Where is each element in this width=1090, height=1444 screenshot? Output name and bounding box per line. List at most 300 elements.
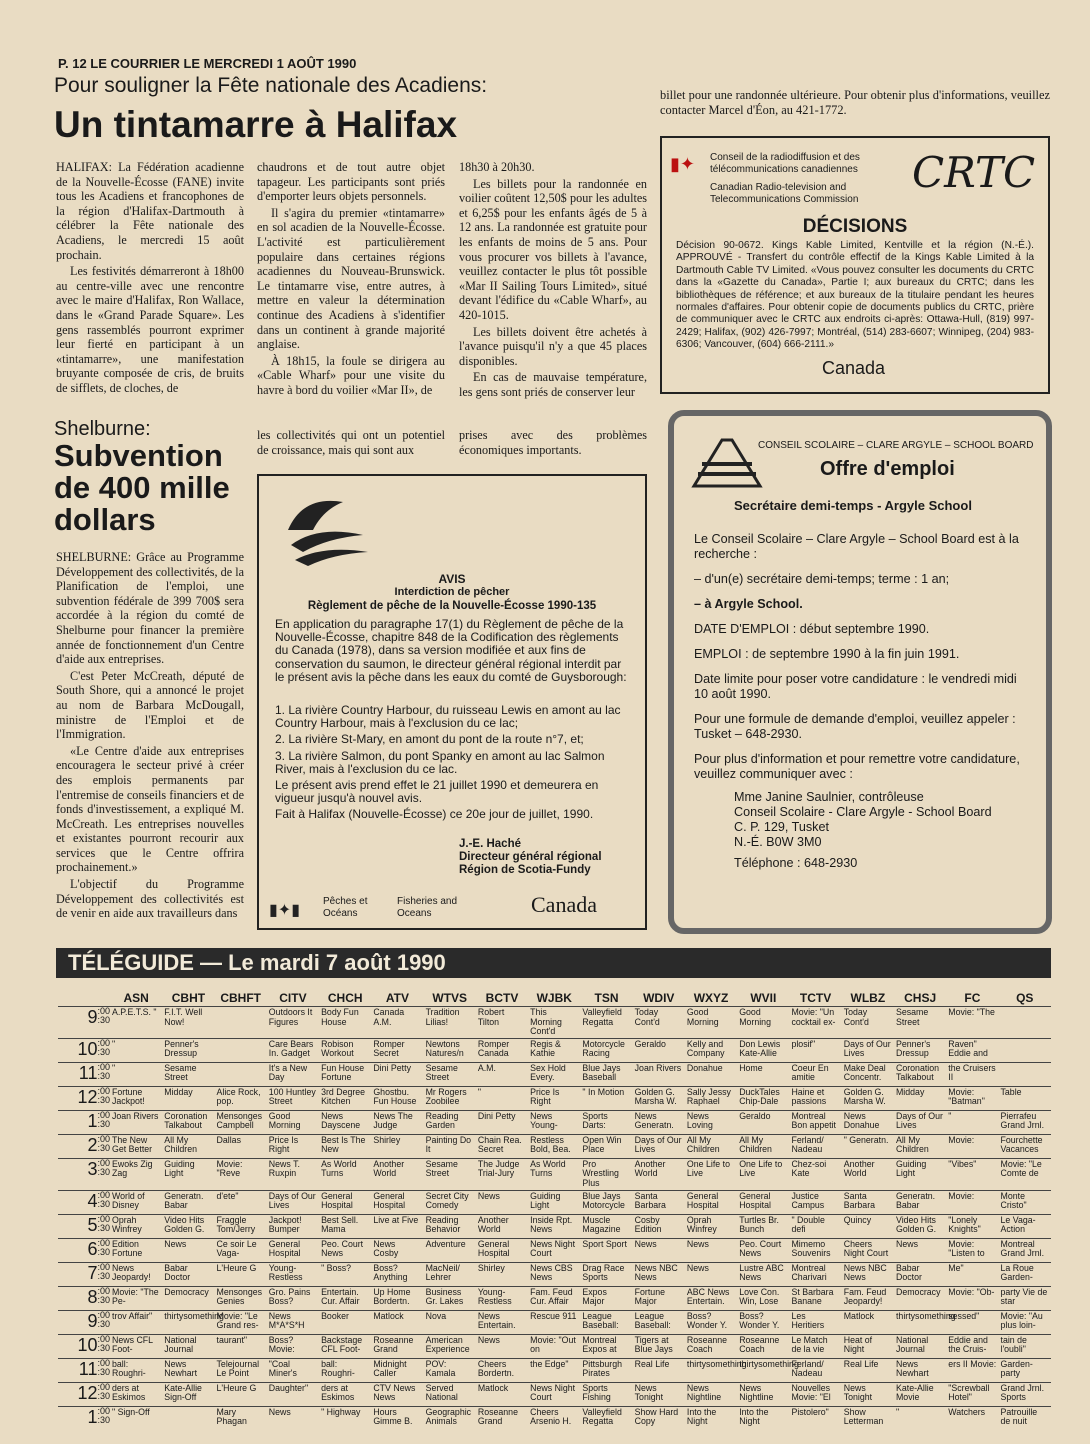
program-cell: Into the Night xyxy=(737,1406,789,1430)
program-cell: Entertain. Cur. Affair xyxy=(319,1286,371,1310)
program-cell: News Entertain. xyxy=(476,1310,528,1334)
program-cell: Sport Sport xyxy=(580,1238,632,1262)
article1-col1-p1: HALIFAX: La Fédération acadienne de la Nouvelle-Écosse (FANE) invite tous les Acadiens et francophones de la région d'Halifax-Dartmouth à célébrer la Fête nationale des Acadiens, le mercredi 15 août prochain. xyxy=(56,160,244,262)
program-cell: The Judge Trial-Jury xyxy=(476,1158,528,1190)
program-cell: Midnight Caller xyxy=(371,1358,423,1382)
program-cell: Good Morning xyxy=(267,1110,319,1134)
table-row xyxy=(58,1358,1051,1382)
avis-signer-name: J.-E. Haché xyxy=(459,838,521,850)
program-cell: News Tonight xyxy=(633,1382,685,1406)
program-cell: Democracy xyxy=(894,1286,946,1310)
program-cell xyxy=(215,1038,267,1062)
program-cell: POV: Kamala xyxy=(424,1358,476,1382)
program-cell: A.P.E.T.S. " xyxy=(110,1007,162,1039)
table-row xyxy=(58,1334,1051,1358)
article2-col1-p3: «Le Centre d'aide aux entreprises encouragera le secteur privé à créer des emplois permanents par l'entremise de conseils financiers et de fonds d'investissement, a expliqué M. McCreath. Les entreprises nouvelles et existantes pourront recourir aux services que le Centre offrira prochainement.» xyxy=(56,743,244,875)
table-row xyxy=(58,1134,1051,1158)
program-cell: Movie: "Listen to xyxy=(946,1238,998,1262)
table-row xyxy=(58,1110,1051,1134)
program-cell: "Lonely Knights" xyxy=(946,1214,998,1238)
program-cell: thirtysomething xyxy=(685,1358,737,1382)
program-cell: Adventure xyxy=(424,1238,476,1262)
program-cell: Democracy xyxy=(162,1286,214,1310)
program-cell: ders at Eskimos xyxy=(110,1382,162,1406)
program-cell: One Life to Live xyxy=(685,1158,737,1190)
program-cell: " Highway xyxy=(319,1406,371,1430)
job-offer-line: Pour plus d'information et pour remettre votre candidature, veuillez communiquer avec : xyxy=(694,752,1020,781)
program-cell: Patrouille de nuit xyxy=(999,1406,1051,1430)
program-cell: Movie: xyxy=(946,1190,998,1214)
table-row xyxy=(58,1238,1051,1262)
time-minutes: :00 :30 xyxy=(97,1006,110,1025)
channel-header: QS xyxy=(1016,991,1034,1005)
time-minutes: :00 :30 xyxy=(97,1237,110,1257)
program-cell: Canada A.M. xyxy=(371,1007,423,1039)
time-hour: 10 xyxy=(77,1334,98,1355)
program-cell xyxy=(215,1007,267,1039)
program-cell: Young- Restless xyxy=(267,1262,319,1286)
program-cell: News CFL Foot- xyxy=(110,1334,162,1358)
article1-col3-p3: Les billets doivent être achetés à l'avance puisqu'il n'y a que 45 places disponibles. xyxy=(459,324,647,368)
channel-header: ATV xyxy=(385,991,410,1005)
program-cell: News M*A*S*H xyxy=(267,1310,319,1334)
program-cell: " Double defi xyxy=(789,1214,841,1238)
program-cell: Outdoors It Figures xyxy=(267,1007,319,1039)
program-cell: News Loving xyxy=(685,1110,737,1134)
article1-col3-p1: 18h30 à 20h30. xyxy=(459,160,535,174)
program-cell: News xyxy=(685,1238,737,1262)
table-row xyxy=(58,1214,1051,1238)
program-cell: Movie: "Batman" xyxy=(946,1086,998,1110)
program-cell: Midday xyxy=(894,1086,946,1110)
program-cell: plosif" xyxy=(789,1038,841,1062)
program-cell: Edition Fortune xyxy=(110,1238,162,1262)
time-slot xyxy=(58,1086,110,1110)
time-slot xyxy=(58,1190,110,1214)
time-hour: 12 xyxy=(77,1086,98,1107)
program-cell: Business Gr. Lakes xyxy=(424,1286,476,1310)
time-hour: 4 xyxy=(87,1190,98,1211)
job-offer-subtitle: Secrétaire demi-temps - Argyle School xyxy=(734,498,972,513)
crtc-body: Décision 90-0672. Kings Kable Limited, Kentville et la région (N.-É.). APPROUVÉ - Transfert du contrôle effectif de la Kings Kable Limited à la Dartmouth Cable TV Limited. «Vous pouvez consulter les documents du CRTC dans la «Gazette du Canada», Partie I; aux bureaux du CRTC; dans les bibliothèques de référence; et aux bureaux de la titulaire pendant les heures normales d'affaires. Pour obtenir copie de documents publics du CRTC, prière de communiquer avec le CRTC aux endroits ci-après: Ottawa-Hull, (819) 997-2429; Halifax, (902) 426-7997; Montréal, (514) 283-6607; Winnipeg, (204) 983-6306; Vancouver, (604) 666-2111.» xyxy=(676,240,1034,351)
program-cell: Body Fun House xyxy=(319,1007,371,1039)
program-cell: " Boss? xyxy=(319,1262,371,1286)
time-slot xyxy=(58,1382,110,1406)
program-cell: Gro. Pains Boss? xyxy=(267,1286,319,1310)
program-cell: ABC News Entertain. xyxy=(685,1286,737,1310)
program-cell: Home xyxy=(737,1062,789,1086)
program-cell: Montreal Expos at xyxy=(580,1334,632,1358)
program-cell: CTV News News xyxy=(371,1382,423,1406)
channel-header: WTVS xyxy=(432,991,468,1005)
time-minutes: :00 :30 xyxy=(97,1133,110,1153)
time-minutes: :00 :30 xyxy=(97,1309,110,1329)
program-cell: This Morning Cont'd xyxy=(528,1007,580,1039)
program-cell: Chez-soi Kate xyxy=(789,1158,841,1190)
program-cell: Days of Our Lives xyxy=(267,1190,319,1214)
program-cell: tain de l'oubli" xyxy=(999,1334,1051,1358)
program-cell: Reading Garden xyxy=(424,1110,476,1134)
program-cell: News Dayscene xyxy=(319,1110,371,1134)
channel-header: WJBK xyxy=(536,991,572,1005)
program-cell: party Vie de star xyxy=(999,1286,1051,1310)
program-cell: Tradition Lilias! xyxy=(424,1007,476,1039)
program-cell: Another World xyxy=(371,1158,423,1190)
program-cell: Sex Hold Every. xyxy=(528,1062,580,1086)
program-cell: Coeur En amitie xyxy=(789,1062,841,1086)
program-cell: d'ete" xyxy=(215,1190,267,1214)
program-cell: Le Vaga- Action xyxy=(999,1214,1051,1238)
time-slot xyxy=(58,1406,110,1430)
program-cell: One Life to Live xyxy=(737,1158,789,1190)
program-cell: Don Lewis Kate-Allie xyxy=(737,1038,789,1062)
table-row xyxy=(58,1262,1051,1286)
program-cell: Blue Jays Baseball xyxy=(580,1062,632,1086)
program-cell: National Journal xyxy=(894,1334,946,1358)
time-hour: 9 xyxy=(87,1007,98,1027)
time-hour: 11 xyxy=(78,1062,98,1083)
program-cell: The New Get Better xyxy=(110,1134,162,1158)
fish-wave-logo-icon xyxy=(283,490,373,570)
avis-effect: Le présent avis prend effet le 21 juillet 1990 et demeurera en vigueur jusqu'à nouvel avis. xyxy=(275,778,599,806)
program-cell: Today Cont'd xyxy=(633,1007,685,1039)
program-cell: F.I.T. Well Now! xyxy=(162,1007,214,1039)
time-slot xyxy=(58,1007,110,1039)
crtc-name-fr: Conseil de la radiodiffusion et des télécommunications canadiennes xyxy=(710,152,860,175)
program-cell: Days of Our Lives xyxy=(842,1038,894,1062)
program-cell: Telejournal Le Point xyxy=(215,1358,267,1382)
program-cell: Mary Phagan xyxy=(215,1406,267,1430)
program-cell xyxy=(999,1007,1051,1039)
article2-col1-p4: L'objectif du Programme Développement des collectivités est de venir en aide aux travailleurs dans xyxy=(56,877,244,921)
program-cell: Oprah Winfrey xyxy=(110,1214,162,1238)
time-minutes: :00 :30 xyxy=(97,1085,110,1105)
program-cell: News Newhart xyxy=(894,1358,946,1382)
avis-notice xyxy=(257,474,647,930)
channel-header: CBHT xyxy=(171,991,206,1005)
program-cell: Kelly and Company xyxy=(685,1038,737,1062)
program-cell: News The Judge xyxy=(371,1110,423,1134)
program-cell: Santa Barbara xyxy=(633,1190,685,1214)
job-offer-line: – à Argyle School. xyxy=(694,597,803,611)
table-row xyxy=(58,1062,1051,1086)
program-cell: Peo. Court News xyxy=(737,1238,789,1262)
article1-column-4: billet pour une randonnée ultérieure. Pour obtenir plus d'informations, veuillez contacter Marcel d'Éon, au 421-1772. xyxy=(660,88,1050,117)
program-cell: Price Is Right xyxy=(267,1134,319,1158)
program-cell: "Screwball Hotel" xyxy=(946,1382,998,1406)
program-cell: Fam. Feud Jeopardy! xyxy=(842,1286,894,1310)
program-cell: Joan Rivers xyxy=(110,1110,162,1134)
canada-wordmark: Canada xyxy=(822,358,886,378)
program-cell: Robison Workout xyxy=(319,1038,371,1062)
program-cell: Regis & Kathie xyxy=(528,1038,580,1062)
program-cell: Cheers Arsenio H. xyxy=(528,1406,580,1430)
program-cell: Romper Canada xyxy=(476,1038,528,1062)
program-cell: Real Life xyxy=(842,1358,894,1382)
program-cell: Best Is The New xyxy=(319,1134,371,1158)
program-cell: Movie: "The xyxy=(946,1007,998,1039)
program-cell: Sally Jessy Raphael xyxy=(685,1086,737,1110)
program-cell: Video Hits Golden G. xyxy=(162,1214,214,1238)
contact-line: C. P. 129, Tusket xyxy=(734,820,829,834)
program-cell xyxy=(999,1038,1051,1062)
article2-headline xyxy=(54,440,230,536)
program-cell: Kate-Allie Movie xyxy=(894,1382,946,1406)
program-cell: Cheers Bordertn. xyxy=(476,1358,528,1382)
program-cell: Lustre ABC News xyxy=(737,1262,789,1286)
program-cell: Movie: "Au plus loin- xyxy=(999,1310,1051,1334)
program-cell: General Hospital xyxy=(685,1190,737,1214)
program-cell: Rescue 911 xyxy=(528,1310,580,1334)
time-minutes: :00 :30 xyxy=(97,1405,110,1425)
crtc-notice xyxy=(660,136,1050,394)
time-minutes: :00 :30 xyxy=(97,1157,110,1177)
program-cell: Geographic Animals xyxy=(424,1406,476,1430)
channel-header: FC xyxy=(964,991,981,1005)
avis-done: Fait à Halifax (Nouvelle-Écosse) ce 20e jour de juillet, 1990. xyxy=(275,807,594,822)
program-cell: " xyxy=(476,1086,528,1110)
article1-col2-p3: À 18h15, la foule se dirigera au «Cable Wharf» pour une visite du havre à bord du voilier «Mar II», de xyxy=(257,353,445,397)
time-minutes: :00 :30 xyxy=(97,1285,110,1305)
program-cell: Coronation Talkabout xyxy=(162,1110,214,1134)
program-cell: Served National xyxy=(424,1382,476,1406)
program-cell: Mr Rogers Zoobilee xyxy=(424,1086,476,1110)
article1-column-2 xyxy=(257,160,445,400)
program-cell: Nova xyxy=(424,1310,476,1334)
program-cell: Booker xyxy=(319,1310,371,1334)
program-cell: sessed" xyxy=(946,1310,998,1334)
job-offer-line: Le Conseil Scolaire – Clare Argyle – School Board est à la recherche : xyxy=(694,532,1019,561)
program-cell: Another World xyxy=(633,1158,685,1190)
avis-dept-fr: Pêches et Océans xyxy=(323,896,368,919)
time-hour: 3 xyxy=(87,1158,98,1179)
program-cell: Make Deal Concentr. xyxy=(842,1062,894,1086)
program-cell: " In Motion xyxy=(580,1086,632,1110)
program-cell: Movie: "Le Grand res- xyxy=(215,1310,267,1334)
program-cell: Boss? Anything xyxy=(371,1262,423,1286)
program-cell: News Night Court xyxy=(528,1382,580,1406)
program-cell: General Hospital xyxy=(476,1238,528,1262)
program-cell: Montreal Charivari xyxy=(789,1262,841,1286)
program-cell: A.M. xyxy=(476,1062,528,1086)
program-cell: General Hospital xyxy=(319,1190,371,1214)
contact-line: N.-É. B0W 3M0 xyxy=(734,835,822,849)
program-cell: Care Bears In. Gadget xyxy=(267,1038,319,1062)
program-cell: Midday xyxy=(162,1086,214,1110)
program-cell: Up Home Bordertn. xyxy=(371,1286,423,1310)
program-cell xyxy=(999,1062,1051,1086)
program-cell: Garden- party xyxy=(999,1358,1051,1382)
avis-items xyxy=(275,704,631,822)
channel-header: CITV xyxy=(279,991,307,1005)
time-minutes: :00 :30 xyxy=(97,1261,110,1281)
program-cell: " xyxy=(110,1062,162,1086)
avis-item: 2. La rivière St-Mary, en amont du pont de la route n°7, et; xyxy=(275,732,584,747)
program-cell: " xyxy=(946,1110,998,1134)
program-cell: 3rd Degree Kitchen xyxy=(319,1086,371,1110)
job-offer-line: – d'un(e) secrétaire demi-temps; terme : 1 an; xyxy=(694,572,950,586)
program-cell: Jackpot! Bumper xyxy=(267,1214,319,1238)
article2-column-2: les collectivités qui ont un potentiel de croissance, mais qui sont aux xyxy=(257,428,445,457)
time-minutes: :00 :30 xyxy=(97,1213,110,1233)
program-cell: Monte Cristo" xyxy=(999,1190,1051,1214)
time-hour: 12 xyxy=(77,1382,98,1403)
program-cell: " xyxy=(110,1038,162,1062)
program-cell: taurant" xyxy=(215,1334,267,1358)
table-row xyxy=(58,1007,1051,1039)
program-cell: Raven" Eddie and xyxy=(946,1038,998,1062)
job-offer-body xyxy=(694,532,1034,871)
program-cell: News NBC News xyxy=(842,1262,894,1286)
program-cell: 100 Huntley Street xyxy=(267,1086,319,1110)
article1-kicker: Pour souligner la Fête nationale des Acadiens: xyxy=(54,74,488,97)
program-cell: Romper Secret xyxy=(371,1038,423,1062)
table-row xyxy=(58,1086,1051,1110)
program-cell: News CBS News xyxy=(528,1262,580,1286)
program-cell: Golden G. Marsha W. xyxy=(633,1086,685,1110)
article2-col1-p2: C'est Peter McCreath, député de South Shore, qui a annoncé le projet au nom de Barbara McDougall, ministre de l'Emploi et de l'Immigration. xyxy=(56,668,244,742)
program-cell: As World Turns xyxy=(528,1158,580,1190)
article1-col1-p2: Les festivités démarreront à 18h00 au centre-ville avec une rencontre avec le maire d'Halifax, Ron Wallace, dans le «Grand Parade Square». Les gens rassemblés pourront exprimer leur fierté en participant à un «tintamarre», une manifestation bruyante composée de cris, de bruits de sifflets, de cloches, de xyxy=(56,264,244,395)
channel-header: CBHFT xyxy=(220,991,261,1005)
program-cell: News Tonight xyxy=(842,1382,894,1406)
program-cell: News Generatn. xyxy=(633,1110,685,1134)
program-cell xyxy=(215,1062,267,1086)
article2-column-1 xyxy=(56,550,244,923)
program-cell: Sports Darts: xyxy=(580,1110,632,1134)
program-cell: " Generatn. xyxy=(842,1134,894,1158)
time-slot xyxy=(58,1134,110,1158)
program-cell: Movie: "Le Comte de xyxy=(999,1158,1051,1190)
program-cell: News Jeopardy! xyxy=(110,1262,162,1286)
program-cell: "Vibes" xyxy=(946,1158,998,1190)
time-slot xyxy=(58,1110,110,1134)
time-minutes: :00 :30 xyxy=(97,1357,110,1377)
program-cell: Le Match de la vie xyxy=(789,1334,841,1358)
program-cell: Movie: "Ob- xyxy=(946,1286,998,1310)
program-cell: Roseanne Coach xyxy=(737,1334,789,1358)
job-offer-notice xyxy=(668,410,1052,934)
crtc-name-en: Canadian Radio-television and Telecommunications Commission xyxy=(710,182,859,205)
program-cell: Today Cont'd xyxy=(842,1007,894,1039)
program-cell: Price Is Right xyxy=(528,1086,580,1110)
program-cell: News Young- xyxy=(528,1110,580,1134)
program-cell: General Hospital xyxy=(737,1190,789,1214)
program-cell: Secret City Comedy xyxy=(424,1190,476,1214)
program-cell: Drag Race Sports xyxy=(580,1262,632,1286)
table-row xyxy=(58,1310,1051,1334)
canada-flag-icon: ▮✦▮ xyxy=(269,902,301,919)
school-board-logo-icon xyxy=(692,436,762,488)
crtc-title: DÉCISIONS xyxy=(802,216,908,237)
program-cell: National Journal xyxy=(162,1334,214,1358)
program-cell: Chain Rea. Secret xyxy=(476,1134,528,1158)
avis-signer-title: Directeur général régional xyxy=(459,851,602,863)
program-cell: Ce soir Le Vaga- xyxy=(215,1238,267,1262)
program-cell: Sports Fishing xyxy=(580,1382,632,1406)
program-cell: News xyxy=(162,1238,214,1262)
program-cell: Fraggle Tom/Jerry xyxy=(215,1214,267,1238)
program-cell: Inside Rpt. News xyxy=(528,1214,580,1238)
job-offer-contact xyxy=(694,790,1034,871)
time-slot xyxy=(58,1334,110,1358)
program-cell: It's a New Day xyxy=(267,1062,319,1086)
program-cell: Open Win Place xyxy=(580,1134,632,1158)
time-slot xyxy=(58,1214,110,1238)
program-cell: News xyxy=(685,1262,737,1286)
program-cell: Days of Our Lives xyxy=(633,1134,685,1158)
contact-line: Conseil Scolaire - Clare Argyle - School Board xyxy=(734,805,992,819)
program-cell: "Coal Miner's xyxy=(267,1358,319,1382)
program-cell: News NBC News xyxy=(633,1262,685,1286)
program-cell: Matlock xyxy=(476,1382,528,1406)
program-cell: trov Affair" xyxy=(110,1310,162,1334)
program-cell: thirtysomething xyxy=(162,1310,214,1334)
program-cell: Cosby Edition xyxy=(633,1214,685,1238)
program-cell: All My Children xyxy=(685,1134,737,1158)
teleguide-corner xyxy=(58,990,110,1007)
page-header: P. 12 LE COURRIER LE MERCREDI 1 AOÛT 1990 xyxy=(58,56,357,71)
program-cell: Sesame Street xyxy=(162,1062,214,1086)
program-cell: Sesame Street xyxy=(424,1062,476,1086)
program-cell: Roseanne Coach xyxy=(685,1334,737,1358)
program-cell: Turtles Br. Bunch xyxy=(737,1214,789,1238)
time-minutes: :00 :30 xyxy=(97,1189,110,1209)
program-cell: Show Hard Copy xyxy=(633,1406,685,1430)
channel-header: CHCH xyxy=(327,991,363,1005)
job-offer-title: Offre d'emploi xyxy=(820,458,955,480)
program-cell: Boss? Movie: xyxy=(267,1334,319,1358)
program-cell: American Experience xyxy=(424,1334,476,1358)
program-cell: All My Children xyxy=(162,1134,214,1158)
avis-intro: En application du paragraphe 17(1) du Règlement de pêche de la Nouvelle-Écosse, chapitre 848 de la Codification des règlements du Canada (1978), dans sa version modifiée et aux fins de conservation du saumon, le directeur général régional interdit par le présent avis la pêche dans les eaux du comté de Guysborough: xyxy=(275,617,627,684)
program-cell: Generatn. Babar xyxy=(162,1190,214,1214)
program-cell: Penner's Dressup xyxy=(162,1038,214,1062)
program-cell: Expos Major xyxy=(580,1286,632,1310)
program-cell: Peo. Court News xyxy=(319,1238,371,1262)
program-cell: ders at Eskimos xyxy=(319,1382,371,1406)
program-cell: Boss? Wonder Y. xyxy=(685,1310,737,1334)
program-cell: League Baseball: xyxy=(633,1310,685,1334)
program-cell: L'Heure G xyxy=(215,1382,267,1406)
program-cell: Hours Gimme B. xyxy=(371,1406,423,1430)
program-cell: News xyxy=(633,1238,685,1262)
program-cell: the Edge" xyxy=(528,1358,580,1382)
avis-subtitle-1: Interdiction de pêcher xyxy=(394,586,510,598)
program-cell: ers II Movie: xyxy=(946,1358,998,1382)
program-cell: Geraldo xyxy=(737,1110,789,1134)
time-hour: 5 xyxy=(87,1214,98,1235)
time-minutes: :00 :30 xyxy=(97,1037,110,1057)
program-cell: Santa Barbara xyxy=(842,1190,894,1214)
program-cell: General Hospital xyxy=(267,1238,319,1262)
article2-column-3: prises avec des problèmes économiques importants. xyxy=(459,428,647,457)
program-cell: Generatn. Babar xyxy=(894,1190,946,1214)
time-slot xyxy=(58,1358,110,1382)
time-slot xyxy=(58,1262,110,1286)
program-cell: Pierrafeu Grand Jrnl. xyxy=(999,1110,1051,1134)
program-cell: Reading Behavior xyxy=(424,1214,476,1238)
time-hour: 2 xyxy=(87,1134,98,1155)
program-cell: ball: Roughri- xyxy=(319,1358,371,1382)
program-cell: Babar Doctor xyxy=(894,1262,946,1286)
program-cell: Joan Rivers xyxy=(633,1062,685,1086)
contact-phone: Téléphone : 648-2930 xyxy=(734,856,858,870)
program-cell: As World Turns xyxy=(319,1158,371,1190)
program-cell: thirtysomething xyxy=(737,1358,789,1382)
program-cell: Grand Jrnl. Sports xyxy=(999,1382,1051,1406)
program-cell: Fourchette Vacances xyxy=(999,1134,1051,1158)
